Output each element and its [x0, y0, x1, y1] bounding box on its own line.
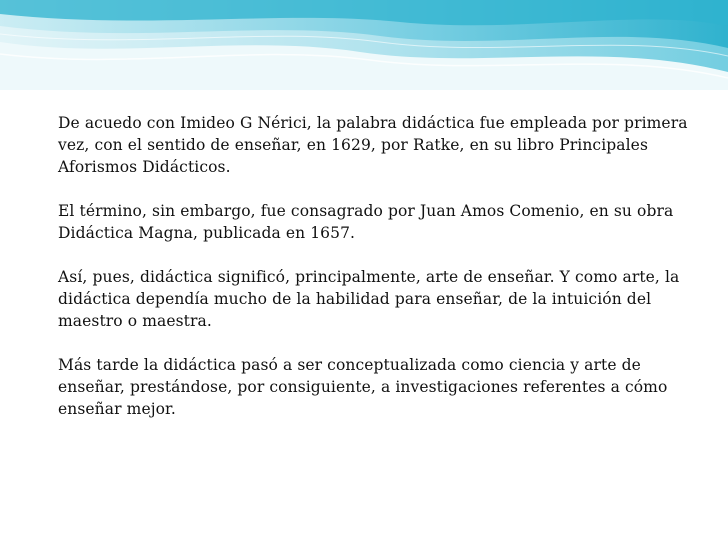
paragraph-comenio: El término, sin embargo, fue consagrado por Juan Amos Comenio, en su obra Didáctica Magna, publicada en 1657.: [58, 202, 674, 242]
decorative-wave-header: [0, 0, 728, 90]
paragraph-art: Así, pues, didáctica significó, principalmente, arte de enseñar. Y como arte, la didáctica dependía mucho de la habilidad para enseñar, de la intuición del maestro o maestra.: [58, 268, 680, 330]
paragraph-origin: De acuedo con Imideo G Nérici, la palabra didáctica fue empleada por primera vez, con el sentido de enseñar, en 1629, por Ratke, en su libro Principales Aforismos Didácticos.: [58, 114, 688, 176]
paragraph-science: Más tarde la didáctica pasó a ser conceptualizada como ciencia y arte de enseñar, prestándose, por consiguiente, a investigaciones referentes a cómo enseñar mejor.: [58, 356, 668, 418]
slide-body-text: [58, 112, 698, 442]
